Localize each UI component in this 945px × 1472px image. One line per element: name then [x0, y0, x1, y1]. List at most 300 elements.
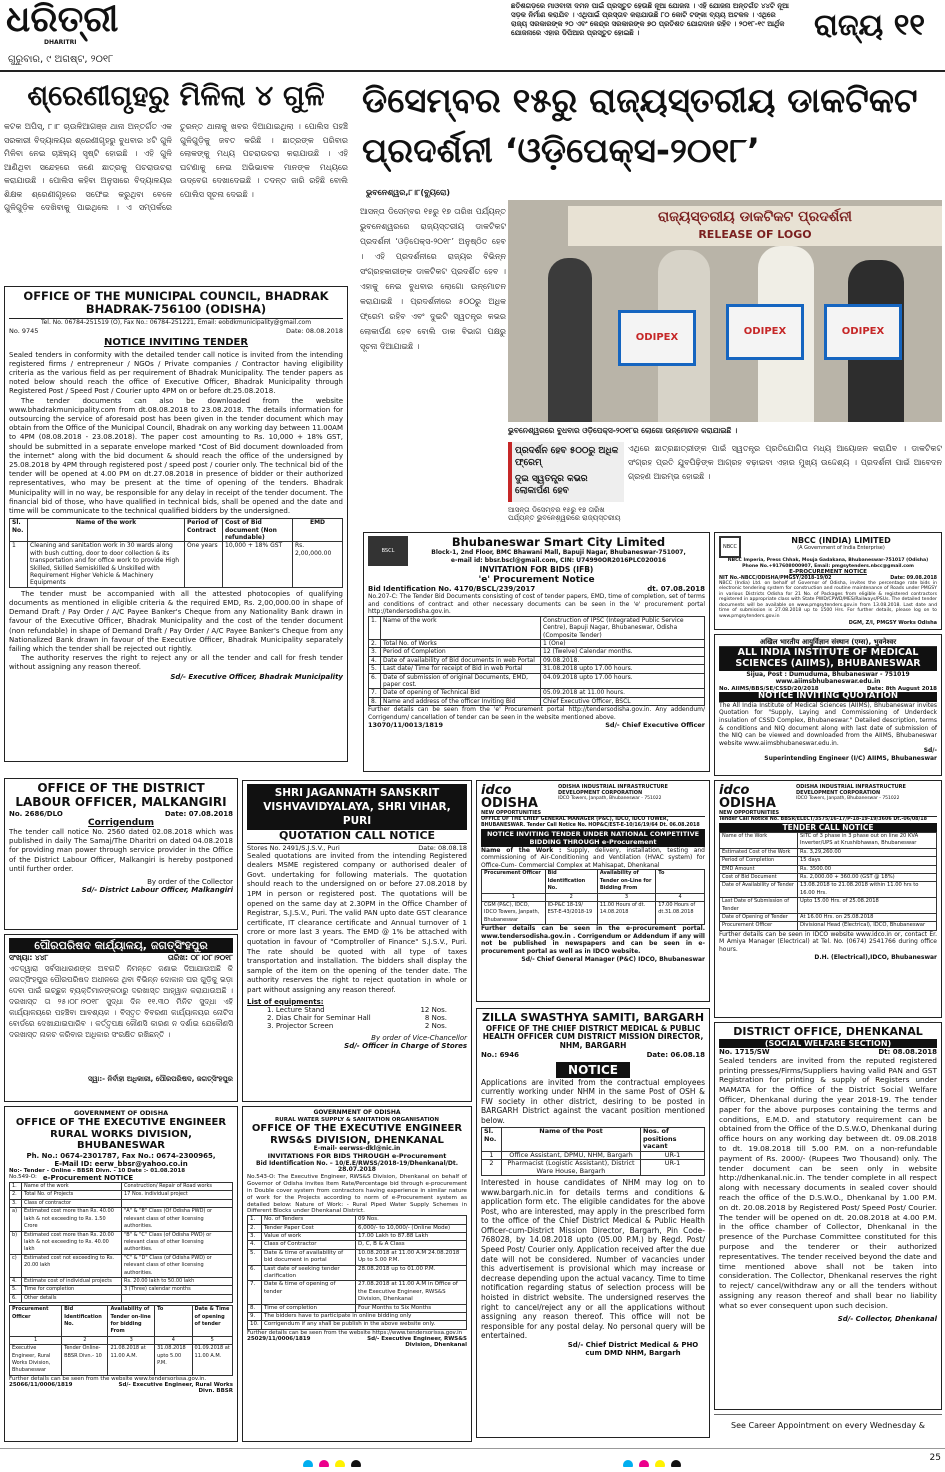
masthead [0, 0, 945, 72]
logo-board-3: ODIPEX [824, 304, 902, 360]
td: Other details [22, 1294, 122, 1302]
td: Tender Online-BBSR Divn.- 10 [62, 1345, 108, 1376]
smartcity-sign: Sd/- Chief Executive Officer [605, 721, 705, 730]
nbcc-heading: E-PROCUREMENT NOTICE [789, 569, 867, 576]
logo-text: ଧରିତ୍ରୀ [6, 0, 119, 40]
td: 2. [10, 1191, 22, 1199]
smartcity-email: e-mail id: bbsr.bscl@gmail.com, CIN: U74990OR2016PLC020016 [450, 556, 667, 564]
story2-caption: ଭୁବନେଶ୍ୱରରେ ବୁଧବାର ଓଡ଼ିପେକ୍ସ-୨୦୧୮ର ଲୋଗୋ ଉନ୍ମୋଚନ କରାଯାଇଛି । [508, 426, 738, 435]
ad-idco-hvac [476, 780, 710, 1002]
idco1-office: OFFICE OF THE CHIEF GENERAL MANAGER (P&C), IDCO, IDCO TOWER, BHUBANESWAR. Tender Call Notice No. HOP&C/EST-E-10/16/19/64 Dt. 06.08.2018 [481, 817, 700, 828]
td: Rs. 3,29,260.00 [798, 848, 937, 856]
story2-headline: ଡିସେମ୍ବର ୧୫ରୁ ରାଜ୍ୟସ୍ତରୀୟ ଡାକଟିକଟ ପ୍ରଦର୍ଶନୀ ‘ଓଡ଼ିପେକ୍ସ-୨୦୧୮’ [362, 81, 918, 171]
ad-dhenkanal-dso [714, 1022, 942, 1410]
idco1-work-text: Supply, delivery, installation, testing and commissioning of Air-Conditioning and Ventilation (HVAC system) for Office-Cum- Commercial Complex at Mahisapat, Dhenkanal [481, 846, 705, 869]
smartcity-sub1: INVITATION FOR BIDS (IFB) [479, 565, 594, 574]
photo-banner: ରାଜ୍ୟସ୍ତରୀୟ ଡାକଟିକଟ ପ୍ରଦର୍ଶନୀ [658, 209, 852, 225]
equipment-qty: 2 Nos. [424, 1021, 447, 1030]
bhadrak-date: Date: 08.08.2018 [285, 327, 343, 336]
td: Estimate cost of individual projects [22, 1277, 122, 1285]
td: Estimated cost not exceeding to Rs. 20.00 lakh [22, 1254, 122, 1277]
idco1-foot: Further details can be seen in the e-procurement portal. www.tendersodisha.gov.in . Corrigendum or Addendum if any will not be published in newspapers and can be seen in e-procurement portal as well as in IDCO website. [481, 925, 705, 955]
swatch-black [351, 1460, 361, 1467]
idco1-sign: Sd/- Chief General Manager (P&C) IDCO, Bhubaneswar [521, 955, 705, 963]
equipment-item: 2. Dias Chair for Seminar Hall [267, 1013, 371, 1022]
bhadrak-p3: The tender must be accompanied with all the attested photocopies of qualifying documents as mentioned in eligible criteria & the required EMD, Rs. 2,00,000.00 in shape of Demand Draft / Pay Order / A/C Payee Banker's Cheque from any Nationality Bank drawn in favour of the Executive Officer, Bhadrak Municipality and the cost of the tender document (non refundable) in shape of Demand Draft / Pay Order / A/C Payee Banker's Cheque from any Nationalized Bank drawn in favour of the Executive Officer, Bhadrak Municipality separately failing which the tender shall be rejected out rightly. [9, 589, 343, 654]
nbcc-logo-icon: NBCC [719, 536, 741, 558]
dso-date: Dt: 08.08.2018 [878, 1047, 937, 1056]
dso-title: DISTRICT OFFICE, DHENKANAL [733, 1025, 923, 1038]
td: 8. [248, 1304, 262, 1312]
th: Name of the Post [502, 1128, 641, 1151]
bhadrak-title: OFFICE OF THE MUNICIPAL COUNCIL, BHADRAK BHADRAK-756100 (ODISHA) [9, 290, 343, 319]
aiims-body: The All India Institute of Medical Sciences (AIIMS), Bhubaneswar invites Quotation for "Supply, Laying and Commissioning of Underdeck insulation of CSSD Complex, Bhubaneswar." Detailed description, terms & conditions and NIQ document along with last date of submission of the NIQ can be viewed and downloaded from the AIIMS, Bhubaneswar website www.aiimsbhubaneswar.edu.in. [719, 701, 937, 747]
rw-foot: Further details can be seen from the website www.tendersorissa.gov.in. [9, 1375, 207, 1382]
td: 1 (One) [541, 639, 705, 647]
nbcc-addr: NBCC Imperia, Press Chhak, Mouja Gadakana, Bhubaneswar-751017 (Odisha) Phone No.+917608000907, Email: pmgsytenders.nbcc@gmail.com [727, 558, 929, 569]
bargarh-heading: NOTICE [556, 1062, 630, 1078]
sanskrit-sign: Sd/- Officer in Charge of Stores [344, 1041, 467, 1050]
td: Time for completion [22, 1286, 122, 1294]
sanskrit-heading: QUOTATION CALL NOTICE [247, 830, 467, 844]
th: Bid Identification No. [545, 870, 597, 893]
td: 28.08.2018 up to 01.00 P.M. [356, 1265, 467, 1281]
sanskrit-no: Stores No. 2491/S.J.S.V., Puri [247, 843, 340, 852]
dso-no: No. 1715/SW [719, 1047, 770, 1056]
td: 31.08.2018 upto 5.00 P.M. [155, 1345, 192, 1376]
th: Date & Time of opening of tender [192, 1306, 232, 1337]
dso-sub: (SOCIAL WELFARE SECTION) [719, 1039, 937, 1048]
td: 2 [62, 1336, 108, 1344]
aiims-date: Date: 8th August 2018 [866, 686, 937, 693]
td: 3 (Three) calendar months [122, 1286, 233, 1294]
bargarh-no: No.: 6946 [481, 1050, 520, 1059]
th: Procurement Officer [482, 870, 546, 893]
td: 9. [248, 1313, 262, 1321]
th: Availability of Tender on-Line for Bidding From [597, 870, 655, 893]
labour-body: The tender call notice No. 2560 dated 02.08.2018 which was published in daily The Samaj/The Dharitri on dated 04.08.2018 for providing man power through service provider in the Office of the District Labour Officer, Malkangiri is hereby postponed until further order. [9, 827, 233, 873]
rwssd-bidno: Bid Identification No. – 10/E.E/RWSS/2018-19/Dhenkanal/Dt. 28.07.2018 [256, 1159, 458, 1174]
aiims-sign: Superintending Engineer (I/C) AIIMS, Bhubaneswar [764, 755, 937, 762]
td: Rs. 2,000.00 + 360.00 (GST @ 18%) [798, 874, 937, 882]
jagatsinghpur-sign: ସ୍ୱା:- ନିର୍ବାହୀ ଅଧିକାରୀ, ପୌରପରିଷଦ, ଜଗତ୍‌ସିଂହପୁର [87, 1075, 233, 1083]
bullet-2: ଦୁଇ ସ୍ୱତନ୍ତ୍ର କଭର ଲୋକାର୍ପଣ ହେବ [515, 474, 588, 496]
td: 1. [248, 1216, 262, 1224]
aiims-web: www.aiimsbhubaneswar.edu.in [775, 678, 881, 686]
td: 3. [369, 648, 381, 656]
td: Date of Opening of Tender [720, 914, 798, 922]
nbcc-body: NBCC (India) Ltd. on behalf of Governor of Odisha, invites the percentage rate bids in electronic tendering system for construction and routine maintenance of Roads under PMGSY in various Districts Odisha for 21 No. of Packages from eligible & registered contractors registered in appropriate class with State PWD/CPWD/MES/Railways/PSUs. The detailed tender documents will be available on www.pmgsytenders.gov.in from 13.08.2018. Last date and time of submission is 27.08.2018 up to 1500 Hrs. For further details, please log on to www.pmgsytenders.gov.in [719, 580, 937, 620]
td: 31.08.2018 upto 17.00 hours. [541, 665, 705, 673]
bargarh-table [481, 1127, 705, 1175]
td: 5. [369, 665, 381, 673]
bullet-1: ପ୍ରଦର୍ଶନ ହେବ ୫୦୦ରୁ ଅଧିକ ଫ୍ରେମ୍ [515, 446, 619, 468]
swatch-yellow [335, 1460, 345, 1467]
labour-by: By order of the Collector [147, 877, 233, 886]
td: 2. [248, 1224, 262, 1232]
labour-title: OFFICE OF THE DISTRICT LABOUR OFFICER, MALKANGIRI [15, 781, 227, 809]
swatch-cyan [303, 1460, 313, 1467]
smartcity-sub2: 'e' Procurement Notice [478, 574, 595, 585]
td [122, 1199, 233, 1207]
td: 1. [10, 1183, 22, 1191]
td: "C" & "D" Class (of Odisha PWD) or relevant class of other licensing authorities. [122, 1254, 233, 1277]
td: 6,000/- to 10,000/- (Online Mode) [356, 1224, 467, 1232]
bhadrak-sign: Sd/- Executive Officer, Bhadrak Municipality [170, 672, 343, 681]
sanskrit-body: Sealed quotations are invited from the intending Registered dealers MSME registered company or authorised dealer of Govt. undertaking for following materials. The quotation should reach to the undersigned on or before 27.08.2018 by 1PM in person or registered post. The quotations will be opened on the same day at 2.30PM in the Office Chamber of Registrar, S.J.S.V., Puri. The valid PAN upto date GST clearance certificate, IT clearance certificate and Annual turnover of 1 crore or more last 3 years. The EMD @ 1% be attached with quotation in favour of "Comptroller of Finance" S.J.S.V., Puri. The rate should be quoted with all type of taxes transportation and installation. The bidders shall display the sample of the item on the opening of the tender date. The authority reserves the right to reject quotation in whole or part without assigning any reason thereof. [247, 851, 467, 994]
td: Date & time of opening of tender [262, 1281, 356, 1304]
rw-letter: No.549-O: [9, 1174, 37, 1181]
equipment-qty: 8 Nos. [424, 1013, 447, 1022]
story2-bullets [508, 442, 624, 502]
td: Procurement Officer [720, 922, 798, 930]
rw-line: No:- Tender - Online - BBSR Divn. - 10 Date :- 01.08.2018 [9, 1168, 186, 1175]
person-1 [548, 258, 592, 422]
rwssd-heading: INVITATIONS FOR BIDS THROUGH e-Procurement [267, 1152, 447, 1161]
story1-body: କଟକ ଅପିସ୍, ୮।୮ ଚାଉଳିଆଗଞ୍ଜ ଥାନା ଅନ୍ତର୍ଗତ ଏକ ସରକାରୀ ବିଦ୍ୟାଳୟର ଶ୍ରେଣୀଗୃହରୁ ବୁଧବାର ୪ଟି ଗୁଳି ମିଳିବା ନେଇ ଚାଞ୍ଚଲ୍ୟ ସୃଷ୍ଟି ହୋଇଛି । ଏହି ଗୁଳି ଆଣିଥିବା ସନ୍ଦେହରେ ଜଣେ ଛାତ୍ରକୁ ପଚରାଉଚରା କରାଯାଉଛି । ପୋଲିସ କହିବା ଅନୁସାରେ ବିଦ୍ୟାଳୟର ଶିକ୍ଷକ ଶ୍ରେଣୀଗୃହରେ ସଫେଇ କରୁଥିବା ବେଳେ ଗୁଳିଗୁଡ଼ିକ ଦେଖିବାକୁ ପାଇଥିଲେ । ଏ ସମ୍ପର୍କରେ ତୁରନ୍ତ ଥାନାକୁ ଖବର ଦିଆଯାଇଥିଲା । ପୋଲିସ ପହଞ୍ଚି ଗୁଳିଗୁଡ଼ିକୁ ଜବତ କରିଛି । ଛାତ୍ରଙ୍କ ପରିବାର ଲୋକଙ୍କୁ ମଧ୍ୟ ପଚରାଉଚରା କରାଯାଉଛି । ଏହି ଘଟଣାକୁ ନେଇ ଅଭିଭାବକ ମାନଙ୍କ ମଧ୍ୟରେ ଉଦ୍‌ବେଗ ଦେଖାଦେଇଛି । ତଦନ୍ତ ଜାରି ରହିଛି ବୋଲି ପୋଲିସ ସୂଚନା ଦେଇଛି । [4, 122, 348, 212]
idco2-table [719, 832, 937, 931]
idco1-work [481, 847, 705, 870]
idco2-brand: idco [719, 783, 750, 798]
smartcity-ref: Bid Identification No. 4170/BSCL/239/2017 [368, 584, 536, 593]
jagatsinghpur-date: ତାରିଖ: ୦୮।୦୮।୨୦୧୮ [167, 953, 233, 962]
th: To [656, 870, 705, 893]
ad-aiims [714, 634, 942, 776]
td: Rs. 3500.00 [798, 865, 937, 873]
td: 12 (Twelve) Calendar months. [541, 648, 705, 656]
bhadrak-no: No. 9745 [9, 327, 39, 336]
td: 10.08.2018 at 11.00 A.M 24.08.2018 Up to 5.00 P.M. [356, 1249, 467, 1265]
story2-body: ଆସନ୍ତା ଡିସେମ୍ବର ୧୫ରୁ ୧୭ ତାରିଖ ପର୍ଯ୍ୟନ୍ତ ଭୁବନେଶ୍ୱରରେ ରାଜ୍ୟସ୍ତରୀୟ ଡାକଟିକଟ ପ୍ରଦର୍ଶନୀ ‘ଓଡ଼ିପେକ୍ସ-୨୦୧୮’ ଅନୁଷ୍ଠିତ ହେବ । ଏହି ପ୍ରଦର୍ଶନୀରେ ରାଜ୍ୟର ବିଭିନ୍ନ ସଂଗ୍ରହକାରୀଙ୍କ ଡାକଟିକଟ ପ୍ରଦର୍ଶିତ ହେବ । ଏହାକୁ ନେଇ ବୁଧବାର ଲୋଗୋ ଉନ୍ମୋଚନ କରାଯାଇଛି । ପ୍ରଦର୍ଶନୀରେ ୫୦୦ରୁ ଅଧିକ ଫ୍ରେମ ରହିବ ଏବଂ ଦୁଇଟି ସ୍ୱତନ୍ତ୍ର କଭର ଲୋକାର୍ପଣ ହେବ ବୋଲି ଡାକ ବିଭାଗ ପକ୍ଷରୁ ସୂଚନା ଦିଆଯାଇଛି । [360, 207, 506, 351]
td: 01.09.2018 at 11.00 A.M. [192, 1345, 232, 1376]
rw-code: 25066/11/0006/1819 [9, 1381, 73, 1388]
smartcity-foot: Further details can be seen from the 'e' Procurement portal http://tendersodisha.gov.in. Any addendum/ Corrigendum/ cancellation of tender can be seen in the website mentioned above. [368, 706, 705, 721]
aiims-no: No. AIIMS/BBS/SE/CSSD/20/2018 [719, 686, 819, 693]
td: 27.08.2018 at 11.00 A.M in Office of the Executive Engineer, RWS&S Division, Dhenkanal [356, 1281, 467, 1304]
td [122, 1294, 233, 1302]
sanskrit-list-title: List of equipments: [247, 997, 324, 1006]
td: Construction of IPSC (Integrated Public Service Centre), Bapuji Nagar, Bhubaneswar, Odisha (Composite Tender) [541, 616, 705, 639]
td: 3 [108, 1336, 155, 1344]
th: EMD [293, 519, 343, 542]
labour-date: Date: 07.08.2018 [164, 809, 233, 818]
idco1-work-label: Name of the Work : [481, 846, 562, 854]
bargarh-title: ZILLA SWASTHYA SAMITI, BARGARH [481, 1011, 705, 1024]
td: c) [10, 1254, 22, 1277]
rw-gov: GOVERNMENT OF ODISHA [73, 1109, 169, 1117]
aiims-sd: Sd/- [923, 747, 937, 755]
swatch-yellow [655, 1460, 665, 1467]
td: 21.08.2018 at 11.00 A.M. [108, 1345, 155, 1376]
td: Cost of Bid Document [720, 874, 798, 882]
td: Name and address of the officer Inviting Bid [381, 697, 541, 705]
th: Sl. No. [482, 1128, 502, 1151]
ad-jagatsinghpur [4, 934, 238, 1102]
idco2-tag: NEW OPPORTUNITIES [719, 810, 780, 816]
nbcc-sign: DGM, Z/I, PMGSY Works Odisha [848, 619, 937, 626]
td: 15 days [798, 857, 937, 865]
section-label [797, 4, 942, 48]
td: 8. [369, 697, 381, 705]
td: Four Months to Six Months [356, 1304, 467, 1312]
th: Sl. No. [10, 519, 28, 542]
td: Rs. 2,00,000.00 [293, 542, 343, 587]
td: CGM (P&C), IDCO, IDCO Towers, Janpath, Bhubaneswar [482, 902, 546, 925]
idco2-foot: Further details can be seen in IDCO website www.idco.in or, contact Er. M Amiya Manager (Electrical) at Tel. No. (0674) 2541766 during office hours. [719, 930, 937, 954]
rw-ph: Ph. No.: 0674-2301787, Fax No.: 0674-2300965, [26, 1151, 216, 1160]
aiims-addr: Sijua, Post : Dumuduma, Bhubaneswar - 751019 [746, 670, 910, 678]
smartcity-table [368, 616, 705, 706]
th: Name of the work [28, 519, 185, 542]
rw-table [9, 1182, 233, 1303]
idco1-sub: IDCO Towers, Janpath, Bhubaneswar - 751022 [558, 796, 662, 801]
story2-photo [508, 200, 942, 422]
td: Estimated Cost of the Work [720, 848, 798, 856]
jagatsinghpur-no: ସଂଖ୍ୟା: ୪୪୮ [9, 953, 49, 962]
logo-sub: DHARITRI [44, 39, 77, 46]
page-number: ୧୧ [893, 8, 926, 43]
equipment-item: 3. Projector Screen [267, 1021, 334, 1030]
logo [6, 0, 126, 50]
labour-sign: Sd/- District Labour Officer, Malkangiri [81, 885, 233, 894]
bhadrak-p1: Sealed tenders in conformity with the detailed tender call notice is invited from the intending registered firms / entrepreneur / NGOs / Private companies / Contractor having eligibility criteria as the various field as per requirement of Bhadrak Municipality. The tender papers as noted below should reach the office of Executive Officer, Bhadrak Municipality through Registered Post / Speed Post / Courier upto 4PM on or before dt.25.08.2018. [9, 350, 343, 396]
equipment-qty: 12 Nos. [420, 1005, 447, 1014]
td: 7. [248, 1281, 262, 1304]
story2-dateline: ଭୁବନେଶ୍ୱର,୮।୮(ବ୍ୟୁରୋ) [366, 188, 451, 197]
story1-headline: ଶ୍ରେଣୀଗୃହରୁ ମିଳିଲା ୪ ଗୁଳି [27, 79, 325, 112]
td: 6. [248, 1265, 262, 1281]
td: UR-1 [641, 1151, 705, 1159]
ad-rwss-dhenkanal [242, 1106, 472, 1442]
td: One years [185, 542, 223, 587]
td: Date of submission of original Documents, EMD, paper cost. [381, 673, 541, 689]
smartcity-addr: Block-1, 2nd Floor, BMC Bhawani Mall, Bapuji Nagar, Bhubaneswar-751007, [431, 549, 686, 557]
th: Procurement Officer [10, 1306, 62, 1337]
bargarh-sub: OFFICE OF THE CHIEF DISTRICT MEDICAL & PUBLIC HEALTH OFFICER CUM DISTRICT MISSION DIRECTOR, NHM, BARGARH [482, 1023, 704, 1050]
td: 5. [10, 1286, 22, 1294]
td: 04.09.2018 upto 17.00 hours. [541, 673, 705, 689]
career-notice: See Career Appointment on every Wednesday & [714, 1414, 942, 1436]
rwssd-intro: No.543-O: The Executive Engineer, RWS&S Division, Dhenkanal on behalf of Governor of Odisha invites Item Rate/Percentage bid through e-procurement in Double cover system from contractors having experience in similar nature of work for the Projects according to norm of e-Procurement system as detailed below: Nature of Work: - Rural Piped Water Supply Schemes in Different Blocks under Dhenkanal District. [247, 1174, 467, 1215]
td: 1 [482, 1151, 502, 1159]
td: Estimated cost more than Rs. 20.00 lakh & not exceeding to Rs. 40.00 lakh [22, 1231, 122, 1254]
td: ID-P&C 18-19/ EST-E-43/2018-19 [545, 902, 597, 925]
smartcity-code: 13070/11/0013/1819 [368, 721, 443, 730]
td: Tender Paper Cost [262, 1224, 356, 1232]
td: Total No. of Works [381, 639, 541, 647]
ad-nbcc [714, 532, 942, 630]
swatch-magenta [319, 1460, 329, 1467]
idco2-heading: TENDER CALL NOTICE [719, 823, 937, 832]
td: 2 [482, 1160, 502, 1176]
td: 1. [369, 616, 381, 639]
labour-no: No. 2686/DLO [9, 809, 63, 818]
idco2-sign: D.H. (Electrical),IDCO, Bhubaneswar [814, 953, 937, 961]
rw-email: E-Mail ID: eerw_bbsr@yahoo.co.in [54, 1160, 188, 1169]
rw-heading: e-Procurement NOTICE [42, 1174, 134, 1183]
story2-body-cont: ଆସନ୍ତା ଡିସେମ୍ବର ୧୫ରୁ ୧୭ ତାରିଖ ପର୍ଯ୍ୟନ୍ତ ଭୁବନେଶ୍ୱରରେ ରାଜ୍ୟସ୍ତରୀୟ [508, 506, 621, 522]
story-odipex [356, 76, 942, 524]
nbcc-sub: (A Government of India Enterprise) [797, 545, 885, 552]
idco1-brand: idco [481, 783, 512, 798]
td: Date of Availability of Tender [720, 882, 798, 898]
td: 13.08.2018 to 21.08.2018 within 11.00 hrs to 16.00 Hrs. [798, 882, 937, 898]
th: Period of Contract [185, 519, 223, 542]
th: Bid Identification No. [62, 1306, 108, 1337]
idco1-title: ODISHA INDUSTRIAL INFRASTRUCTURE DEVELOPMENT CORPORATION [558, 784, 668, 796]
bargarh-date: Date: 06.08.18 [646, 1050, 705, 1059]
nbcc-date: Date: 09.08.2018 [890, 575, 937, 581]
idco1-brand2: ODISHA [481, 796, 538, 811]
th: Cost of Bid document (Non refundable) [223, 519, 293, 542]
rwssd-sign: Sd/- Executive Engineer, RWS&S Division, Dhenkanal [367, 1335, 467, 1348]
td: Upto 15.00 Hrs. of 25.08.2018 [798, 898, 937, 914]
rw-title: OFFICE OF THE EXECUTIVE ENGINEER RURAL WORKS DIVISION, BHUBANESWAR [15, 1117, 227, 1152]
td: Last Date of Submission of Tender [720, 898, 798, 914]
td: Time of completion [262, 1304, 356, 1312]
td: EMD Amount [720, 865, 798, 873]
td: UR-1 [641, 1160, 705, 1176]
masthead-rule [0, 70, 945, 72]
td: Date & time of availability of bid document in portal [262, 1249, 356, 1265]
td: 17.00 Lakh to 87.88 Lakh [356, 1232, 467, 1240]
bargarh-intro: Applications are invited from the contractual employees currently working under NHM in the same Post of OSH & FW society in other district, desiring to be posted in BARGARH District against the vacant position mentioned below. [481, 1077, 705, 1125]
td: Value of work [262, 1232, 356, 1240]
nbcc-nit: NIT No.-NBCC/ODISHA/PMGSY/2018-19/02 [719, 575, 832, 581]
rwssd-gov: GOVERNMENT OF ODISHA [313, 1109, 401, 1116]
idco2-sub: IDCO Towers, Janpath, Bhubaneswar - 751022 [796, 796, 900, 801]
story-classroom-bullets [4, 76, 348, 282]
photo-banner-sub: RELEASE OF LOGO [698, 228, 812, 241]
rwssd-code: 25029/11/0006/1819 [247, 1335, 311, 1342]
ad-smart-city [363, 532, 710, 772]
registration-marks-left [300, 1455, 420, 1467]
td: 10. [248, 1321, 262, 1329]
td: 1 [10, 1336, 62, 1344]
td: 6. [10, 1294, 22, 1302]
sanskrit-date: Date: 08.08.18 [418, 843, 467, 852]
idco1-table [481, 869, 705, 925]
td: Total No. of Projects [22, 1191, 122, 1199]
td: 2. [369, 639, 381, 647]
swatch-magenta [639, 1460, 649, 1467]
photo-backdrop [568, 206, 942, 246]
td: 3. [10, 1199, 22, 1207]
section-name: ରାଜ୍ୟ [813, 8, 884, 43]
ad-bargarh-nhm [476, 1008, 710, 1438]
td: 09 Nos. [356, 1216, 467, 1224]
td: 11.00 Hours of dt. 14.08.2018 [597, 902, 655, 925]
bargarh-body: Interested in house candidates of NHM may log on to www.bargarh.nic.in for details terms and conditions & application form etc. The eligible candidates for the above Post, who are interested, may apply in the prescribed form to the office of the Chief District Medical & Public Health Officer-cum-District Mission Director, Bargarh, Pin Code-768028, by 14.08.2018 upto (05.00 P.M.) by Regd. Post/ Speed Post/ Courier only. Application received after the due date will not be considered. Number of vacancies under this advertisement is provisional which may increase or decrease depending upon the actual vacancy. Time to time notification regarding status of selection process will be hoisted in district website. The undersigned reserves the right to cancel/reject any or all the applications without assigning any reason thereof. This office will not be responsible for any postal delay. No personal query will be entertained. [481, 1177, 705, 1341]
rwssd-dept: RURAL WATER SUPPLY & SANITATION ORGANISATION [275, 1116, 439, 1123]
rwssd-foot: Further details can be seen from the website https://www.tendersorissa.gov.in [247, 1329, 463, 1336]
bargarh-sign: Sd/- Chief District Medical & PHO cum DMD NHM, Bargarh [567, 1341, 699, 1358]
rwssd-table [247, 1215, 467, 1330]
idco2-brand2: ODISHA [719, 796, 776, 811]
equipment-item: 1. Lecture Stand [267, 1005, 325, 1014]
aiims-title: ALL INDIA INSTITUTE OF MEDICAL SCIENCES (AIIMS), BHUBANESWAR [719, 647, 937, 671]
td: 1 [10, 542, 28, 587]
td: Last date of seeking tender clarification [262, 1265, 356, 1281]
smartcity-refdate: dt. 07.08.2018 [647, 584, 705, 593]
td: Last date/ Time for receipt of Bid in web Portal [381, 665, 541, 673]
idco2-title: ODISHA INDUSTRIAL INFRASTRUCTURE DEVELOPMENT CORPORATION [796, 784, 906, 796]
rwssd-email: E-mail- eerwss-dkl@nic.in [313, 1145, 401, 1153]
td: 17 Nos. individual project [122, 1191, 233, 1199]
td: Office Assistant, DPMU, NHM, Bargarh [502, 1151, 641, 1159]
jagatsinghpur-title: ପୌରପରିଷଦ କାର୍ଯ୍ୟାଳୟ, ଜଗତ୍‌ସିଂହପୁର [9, 938, 233, 953]
td: Class of Contractor [262, 1241, 356, 1249]
td: Executive Engineer, Rural Works Division, Bhubaneswar [10, 1345, 62, 1376]
td: 05.09.2018 at 11.00 hours. [541, 689, 705, 697]
idco1-tag: NEW OPPORTUNITIES [481, 810, 542, 816]
td: 10,000 + 18% GST [223, 542, 293, 587]
td: 4 [155, 1336, 192, 1344]
swatch-cyan [623, 1460, 633, 1467]
td: Construction/ Repair of Road works [122, 1183, 233, 1191]
dso-body: Sealed tenders are invited from the reputed registered printing presses/Firms/Suppliers having valid PAN and GST Registration for printing & supply of Registers under MAMATA for the Office of the District Social Welfare Officer, Dhenkanal during the year 2018-19. The tender paper for the above purposes containing the terms and conditions, E.M.D. and statutory requirement can be obtained from the Office of the D.S.W.O, Dhenkanal during office hours on any working day between dt. 09.08.2018 to dt. 19.08.2018 till 5.00 P.M. on a non-refundable payment of Rs. 2000/- (Rupees Two Thousand) only. The tender document can be seen only in website http://dhenkanal.nic.in. The tender complete in all respect along with necessary documents in sealed cover should reach the office of the D.S.W.O., Dhenkanal by 1.00 P.M. on dt. 20.08.2018 by Registered Post/ Speed Post/ Courier. The tender will be opened on dt. 20.08.2018 at 4.00 P.M. in the office chamber of Collector, Dhenkanal in the presence of the Purchase Committee constituted for this purpose and the tenderer or their authorized representatives. The tender received beyond the date and time mentioned above shall not be taken into consideration. The Collector, Dhenkanal reserves the right to reject/ cancel/withdraw any or all the tenders without assigning any reason thereof and shall bear no liability what so ever consequent upon such decision. [719, 1055, 937, 1310]
td: Pharmacist (Logistic Assistant), District Ware House, Bargarh [502, 1160, 641, 1176]
sanskrit-title: SHRI JAGANNATH SANSKRIT VISHVAVIDYALAYA, SHRI VIHAR, PURI [247, 784, 467, 830]
bhadrak-p4: The authority reserves the right to reject any or all the tender and call for fresh tender without assigning any reason thereof. [9, 654, 343, 672]
idco2-callno: Tender Call Notice No. BBSR/ELECT/3575/16-17/P-18-19-19/3606 Dt.-06/08/18 [719, 817, 927, 822]
aiims-heading: NOTICE INVITING QUOTATION [719, 692, 937, 702]
td: "B" & "C" Class (of Odisha PWD) or relevant class of other licensing authorities. [122, 1231, 233, 1254]
td: Estimated cost more than Rs. 40.00 lakh & not exceeding to Rs. 1.50 Crore [22, 1208, 122, 1231]
td: 3 [597, 893, 655, 901]
td: Period of Completion [381, 648, 541, 656]
th: Availability of Tender on-line for bidding From [108, 1306, 155, 1337]
td: 6. [369, 673, 381, 689]
th: To [155, 1306, 192, 1337]
bhadrak-heading: NOTICE INVITING TENDER [103, 337, 249, 349]
td: Cleaning and sanitation work in 30 wards along with bush cutting, door to door collection & its transportation and for office work to provide High Skilled, Skilled Semiskilled & Unskilled with Requirement Higher Vehicle & Machinery Equipments [28, 542, 185, 587]
logo-board-1: ODIPEX [618, 310, 696, 366]
dso-sign: Sd/- Collector, Dhenkanal [837, 1314, 937, 1323]
td: Divisional Head (Electrical), IDCO, Bhubaneswar [798, 922, 937, 930]
td: Date of availability of Bid documents in web Portal [381, 656, 541, 664]
smartcity-title: Bhubaneswar Smart City Limited [451, 535, 666, 549]
ad-sanskrit-vv [242, 780, 472, 1102]
jagatsinghpur-body: ଏତଦ୍ୱାରା ସର୍ବସାଧାରଣଙ୍କ ଅବଗତି ନିମନ୍ତେ ଜଣାଇ ଦିଆଯାଉଅଛି କି ଜଗତ୍‌ସିଂହପୁର ପୌରପରିଷଦ ଅଧୀନରେ ଥିବା ବିଭିନ୍ନ ଦୋକାନ ଘର ଗୁଡ଼ିକୁ ଭଡ଼ା ଦେବା ପାଇଁ ଇଚ୍ଛୁକ ବ୍ୟକ୍ତିମାନଙ୍କଠାରୁ ଦରଖାସ୍ତ ଆହ୍ୱାନ କରାଯାଉଅଛି । ଦରଖାସ୍ତ ତା ୨୫।୦୮।୨୦୧୮ ସୁଦ୍ଧା ଦିନ ୧୧.୩୦ ମିନିଟ ସୁଦ୍ଧା ଏହି କାର୍ଯ୍ୟାଳୟରେ ପହଞ୍ଚିବା ଆବଶ୍ୟକ । ବିସ୍ତୃତ ବିବରଣୀ କାର୍ଯ୍ୟାଳୟର ନୋଟିସ ବୋର୍ଡରେ ଦେଖାଯାଇପାରିବ । କର୍ତ୍ତୃପକ୍ଷ କୌଣସି କାରଣ ନ ଦର୍ଶାଇ ଯେକୌଣସି ଦରଖାସ୍ତ ନାକଚ କରିବାର ଅଧିକାର ସଂରକ୍ଷିତ ରଖିଛନ୍ତି । [9, 964, 233, 1039]
nbcc-title: NBCC (INDIA) LIMITED [791, 536, 891, 545]
registration-marks-right [620, 1455, 740, 1467]
th: Nos. of positions vacant [641, 1128, 705, 1151]
td: 3. [248, 1232, 262, 1240]
masthead-date: ଗୁରୁବାର, ୯ ଅଗଷ୍ଟ, ୨୦୧୮ [8, 54, 114, 65]
td: At 16.00 Hrs. on 25.08.2018 [798, 914, 937, 922]
smartcity-intro: No.207-C: The Tender Bid Documents consisting of cost of tender papers, EMD, time of completion, set of terms and conditions of contract and other necessary documents can be seen in the 'e' procurement portal http://tendersodisha.gov.in. [368, 592, 705, 616]
rw-table2 [9, 1305, 233, 1376]
logo-board-2: ODIPEX [726, 304, 804, 360]
story2-body2: ଏଥିରେ ଛାତ୍ରଛାତ୍ରୀଙ୍କ ପାଇଁ ସ୍ୱତନ୍ତ୍ର ପ୍ରତିଯୋଗିତା ମଧ୍ୟ ଆୟୋଜନ କରାଯିବ । ଡାକଟିକଟ ସଂଗ୍ରହ ପ୍ରତି ଯୁବପିଢ଼ିଙ୍କ ଆଗ୍ରହ ବଢ଼ାଇବା ଏହାର ମୁଖ୍ୟ ଉଦ୍ଦେଶ୍ୟ । ପ୍ରଦର୍ଶନୀ ପାଇଁ ଆବେଦନ ଗ୍ରହଣ ଆରମ୍ଭ ହୋଇଛି । [628, 444, 942, 481]
td: The bidders have to participate in online bidding only [262, 1313, 467, 1321]
print-registration-strip [0, 1448, 945, 1472]
smartcity-logo-icon: BSCL [368, 536, 408, 566]
bhadrak-contact: Tel. No. 06784-251519 (O), Fax No.: 06784-251221, Email: eobdkmunicipality@gmail.com [40, 319, 312, 327]
ad-bhadrak-municipal [4, 286, 348, 762]
td: Name of the work [381, 616, 541, 639]
aiims-hindi: अखिल भारतीय आयुर्विज्ञान संस्थान (एम्स), भुवनेश्वर [719, 638, 937, 647]
td: 4. [248, 1241, 262, 1249]
td: No. of Tenders [262, 1216, 356, 1224]
masthead-teaser: ଛତିଶଗଡ଼ରେ ମାଓବାଦୀ ଦମନ ପାଇଁ ପ୍ରସ୍ତୁତ ହେଉଛି ନୂଆ ଯୋଜନା । ଏହି ଯୋଜନା ଅନ୍ତର୍ଗତ ୪୪ଟି ନୂଆ ସଡ଼କ ନିର୍ମାଣ କରାଯିବ । ଏଥିପାଇଁ ପ୍ରସ୍ତାବ କରାଯାଉଛି ୮୦ କୋଟି ଟଙ୍କା ବ୍ୟୟ ଅଟକଳ । ଏଥିରେ ରାଜ୍ୟ ସରକାରଙ୍କ ୨୦ ଏବଂ କେନ୍ଦ୍ର ସରକାରଙ୍କ ୭୦ ପ୍ରତିଶତ ଯୋଗଦାନ ରହିବ । ୨୦୧୮-୧୯ ଆର୍ଥିକ ଯୋଜନାରେ ଏହାର ଡିପିଆର ପ୍ରସ୍ତୁତ ହୋଇଛି । [511, 2, 789, 37]
bhadrak-p2: The tender documents can also be downloaded from the website www.bhadrakmunicipality.com from dt.08.08.2018 to 23.08.2018. The details information for outsourcing the service of aforesaid post has been given in the tender document which may obtain from the Office of the Municipal Council, Bhadrak on any working day between 11.00AM to 4PM (08.08.2018 - 23.08.2018). The paper cost amounting to Rs. 10,000 + 18% GST, should be submitted in a separate envelope marked "Cost of Bid document downloaded from the internet" along with the bid document & should reach the office of the undersigned by 25.08.2018 by 4PM through registered post / speed post / courier only. The technical bid of the tender will be opened at 4.00 PM on dt.27.08.2018 in presence of bidder or their authorized representatives, who may be present at the time of opening of the tenders. Bhadrak Municipality will in no way, be responsible for any delay in receipt of the tender document. The financial bid of those, who have qualified in technical bids, shall be opened and the date and time will be communicate to the technical qualified bidders by the undersigned. [9, 396, 343, 515]
td: Corrigendum if any shall be publish in the above website only. [262, 1321, 467, 1329]
td: Name of the work [22, 1183, 122, 1191]
labour-heading: Corrigendum [88, 817, 154, 828]
sanskrit-by: By order of Vice-Chancellor [371, 1033, 467, 1042]
